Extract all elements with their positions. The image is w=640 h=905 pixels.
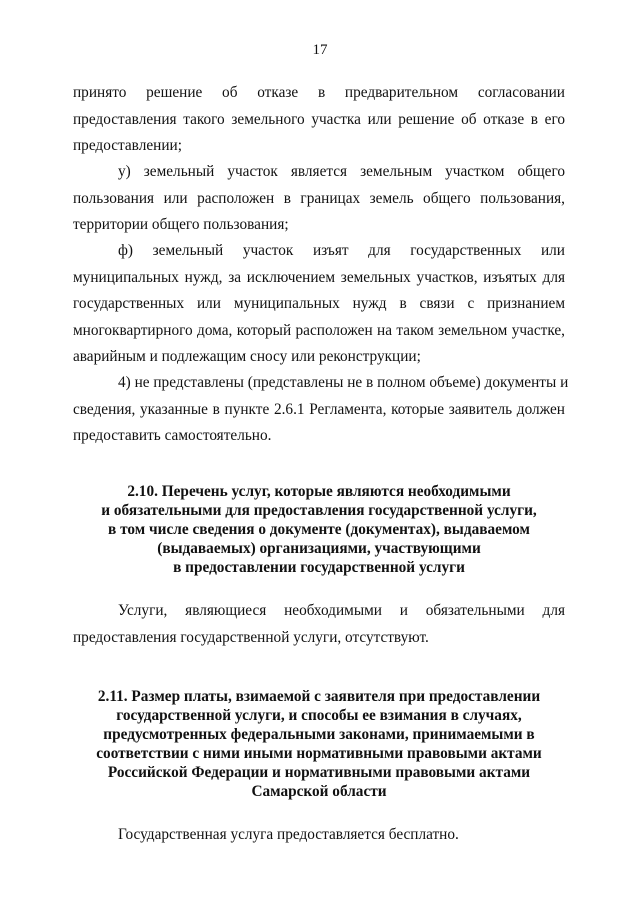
text-line: многоквартирного дома, который расположен на таком земельном участке, (73, 321, 565, 339)
text-line: принято решение об отказе в предварительном согласовании (73, 84, 565, 101)
heading-line: соответствии с ними иными нормативными правовыми актами (96, 745, 542, 762)
heading-line: в том числе сведения о документе (документах), выдаваемом (108, 521, 530, 538)
text-line: аварийным и подлежащим сносу или реконструкции; (73, 348, 421, 365)
paragraph-item-f (73, 238, 565, 371)
heading-line: и обязательными для предоставления государственной услуги, (101, 502, 537, 519)
heading-line: 2.10. Перечень услуг, которые являются необходимыми (127, 483, 511, 500)
text-line: предоставить самостоятельно. (73, 427, 272, 444)
text-line: предоставлении; (73, 137, 182, 154)
heading-line: Российской Федерации и нормативными правовыми актами (107, 764, 531, 781)
section-heading-2-10 (73, 482, 565, 577)
heading-line: 2.11. Размер платы, взимаемой с заявителя при предоставлении (97, 688, 541, 705)
text-line: территории общего пользования; (73, 216, 289, 233)
text-line: предоставления такого земельного участка или решение об отказе в его (73, 110, 565, 128)
text-line: государственных или муниципальных нужд в связи с признанием (73, 295, 565, 312)
heading-line: предусмотренных федеральными законами, принимаемыми в (103, 726, 535, 743)
text-line: предоставления государственной услуги, отсутствуют. (73, 628, 429, 646)
text-line: пользования или расположен в границах земель общего пользования, (73, 189, 565, 207)
paragraph-item-u (73, 159, 565, 239)
paragraph-refusal-decision (73, 80, 565, 160)
text-line: у) земельный участок является земельным участком общего (118, 163, 565, 180)
section-heading-2-11 (73, 687, 565, 801)
text-line: ф) земельный участок изъят для государственных или (118, 242, 565, 259)
heading-line: в предоставлении государственной услуги (173, 559, 465, 576)
page-number: 17 (312, 42, 328, 58)
text-line: муниципальных нужд, за исключением земельных участков, изъятых для (73, 268, 565, 286)
heading-line: Самарской области (251, 783, 387, 800)
section-text-2-10 (73, 598, 565, 651)
section-text-2-11 (73, 822, 565, 849)
text-line: Государственная услуга предоставляется бесплатно. (118, 826, 459, 843)
paragraph-item-4 (73, 370, 569, 450)
heading-line: (выдаваемых) организациями, участвующими (157, 540, 481, 557)
text-line: сведения, указанные в пункте 2.6.1 Регламента, которые заявитель должен (73, 400, 565, 418)
text-line: 4) не представлены (представлены не в полном объеме) документы и (118, 374, 569, 391)
text-line: Услуги, являющиеся необходимыми и обязательными для (118, 602, 565, 619)
heading-line: государственной услуги, и способы ее взимания в случаях, (116, 707, 522, 724)
